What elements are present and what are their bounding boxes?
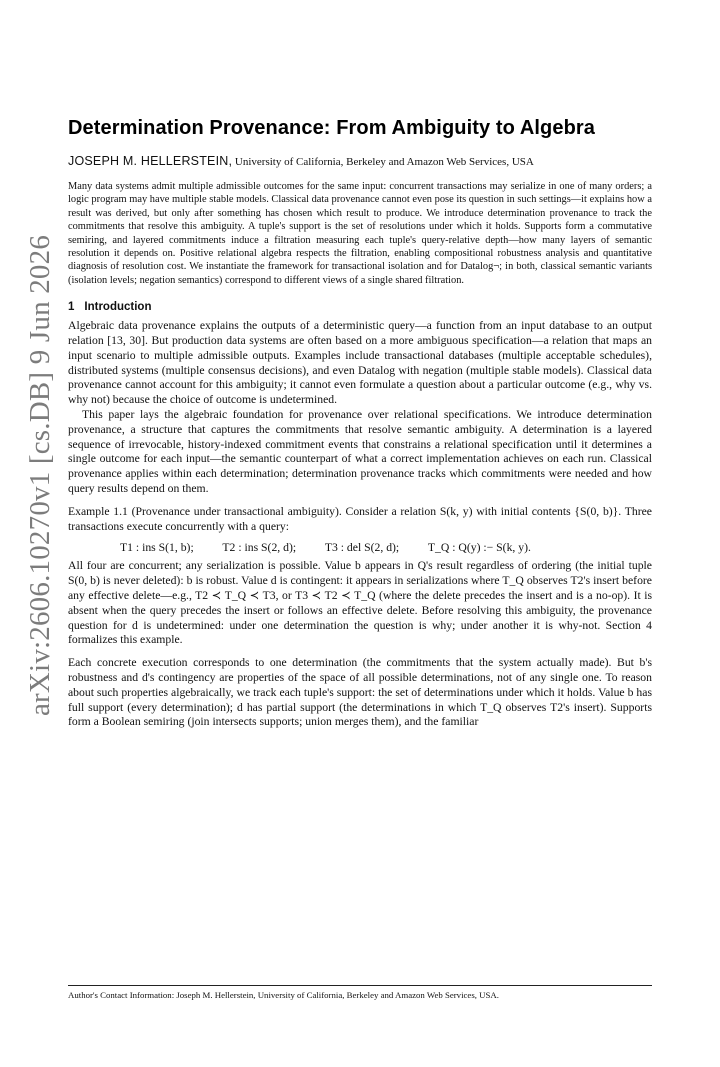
author-contact-footnote: Author's Contact Information: Joseph M. Hellerstein, University of California, Berkeley and Amazon Web Services, USA. [68, 985, 652, 1000]
paragraph-2: This paper lays the algebraic foundation for provenance over relational specifications. We introduce determination provenance, a structure that captures the commitments that resolve semantic ambiguity. A determination is a layered sequence of irrevocable, history-indexed commitment events that constrains a relational specification until it determines a single outcome for each input—the semantic counterpart of what a correct implementation achieves on each run. Classical provenance applies within each determination; determination provenance tracks which commitments were needed and how query results depend on them. [68, 408, 652, 496]
paper-title: Determination Provenance: From Ambiguity to Algebra [68, 117, 596, 139]
section-title: Introduction [84, 301, 152, 314]
paragraph-3: All four are concurrent; any serialization is possible. Value b appears in Q's result regardless of ordering (the initial tuple S(0, b) is never deleted): b is robust. Value d is contingent: it appears in serializations where T_Q observes T2's insert before any effective delete—e.g., T2 ≺ T_Q ≺ T3, or T3 ≺ T2 ≺ T_Q (where the delete precedes the insert and is a no-op). It is absent when the query precedes the insert or follows an effective delete. Before resolving this ambiguity, the provenance question for d is undetermined: under one determination the question is why; under another it is why-not. Section 4 formalizes this example. [68, 559, 652, 647]
abstract: Many data systems admit multiple admissible outcomes for the same input: concurrent transactions may serialize in one of many orders; a logic program may have multiple stable models. Classical data provenance cannot even pose its question in such settings—it explains how a result was derived, but only after something has chosen which result to produce. We introduce determination provenance to track the commitments that resolve this ambiguity. A tuple's support is the set of resolutions under which it holds. Supports form a commutative semiring, and layered commitments induce a filtration measuring each tuple's query-relative depth—how many layers of semantic resolution it depends on. Positive relational algebra respects the filtration, enabling compositional robustness analysis and quantitative diagnosis of resolution cost. We instantiate the framework for transactional isolation and for Datalog¬; in both, classical semantic variants (isolation levels; negation semantics) correspond to different views of a single shared filtration. [68, 181, 652, 286]
display-math [68, 540, 652, 555]
paragraph-1: Algebraic data provenance explains the outputs of a deterministic query—a function from an input database to an output relation [13, 30]. But production data systems are often based on a more ambiguous specification—a relation that maps an input scenario to multiple admissible outputs. Examples include transactional databases (multiple acceptable schedules), distributed systems (multiple consensus decisions), and even Datalog with negation (multiple stable models). Classical data provenance cannot account for this ambiguity; it cannot even formulate a question about a particular outcome (e.g., why vs. why not) because the choice of outcome is undetermined. [68, 319, 652, 407]
arxiv-stamp-container [22, 230, 60, 720]
math-t1: T1 : ins S(1, b); [120, 541, 194, 555]
arxiv-stamp: arXiv:2606.10270v1 [cs.DB] 9 Jun 2026 [24, 234, 57, 716]
author-line [68, 154, 652, 168]
author-name: JOSEPH M. HELLERSTEIN, [68, 154, 233, 168]
math-tq: T_Q : Q(y) :− S(k, y). [427, 541, 531, 555]
math-t2: T2 : ins S(2, d); [222, 541, 297, 555]
paper-page [68, 117, 652, 730]
example-1-1: Example 1.1 (Provenance under transactional ambiguity). Consider a relation S(k, y) with initial contents {S(0, b)}. Three transactions execute concurrently with a query: [68, 504, 652, 533]
section-heading [68, 301, 652, 313]
section-body [68, 319, 652, 730]
author-affiliation: University of California, Berkeley and Amazon Web Services, USA [234, 156, 534, 168]
section-number: 1 [68, 301, 75, 314]
math-t3: T3 : del S(2, d); [324, 541, 400, 555]
paragraph-4: Each concrete execution corresponds to one determination (the commitments that the system actually made). But b's robustness and d's contingency are properties of the space of all possible determinations, not of any single one. To reason about such properties algebraically, we track each tuple's support: the set of determinations under which it holds. Value b has full support (every determination); d has partial support (the determinations in which T_Q observes T2's insert). Supports form a Boolean semiring (join intersects supports; union merges them), and the familiar [68, 656, 652, 729]
